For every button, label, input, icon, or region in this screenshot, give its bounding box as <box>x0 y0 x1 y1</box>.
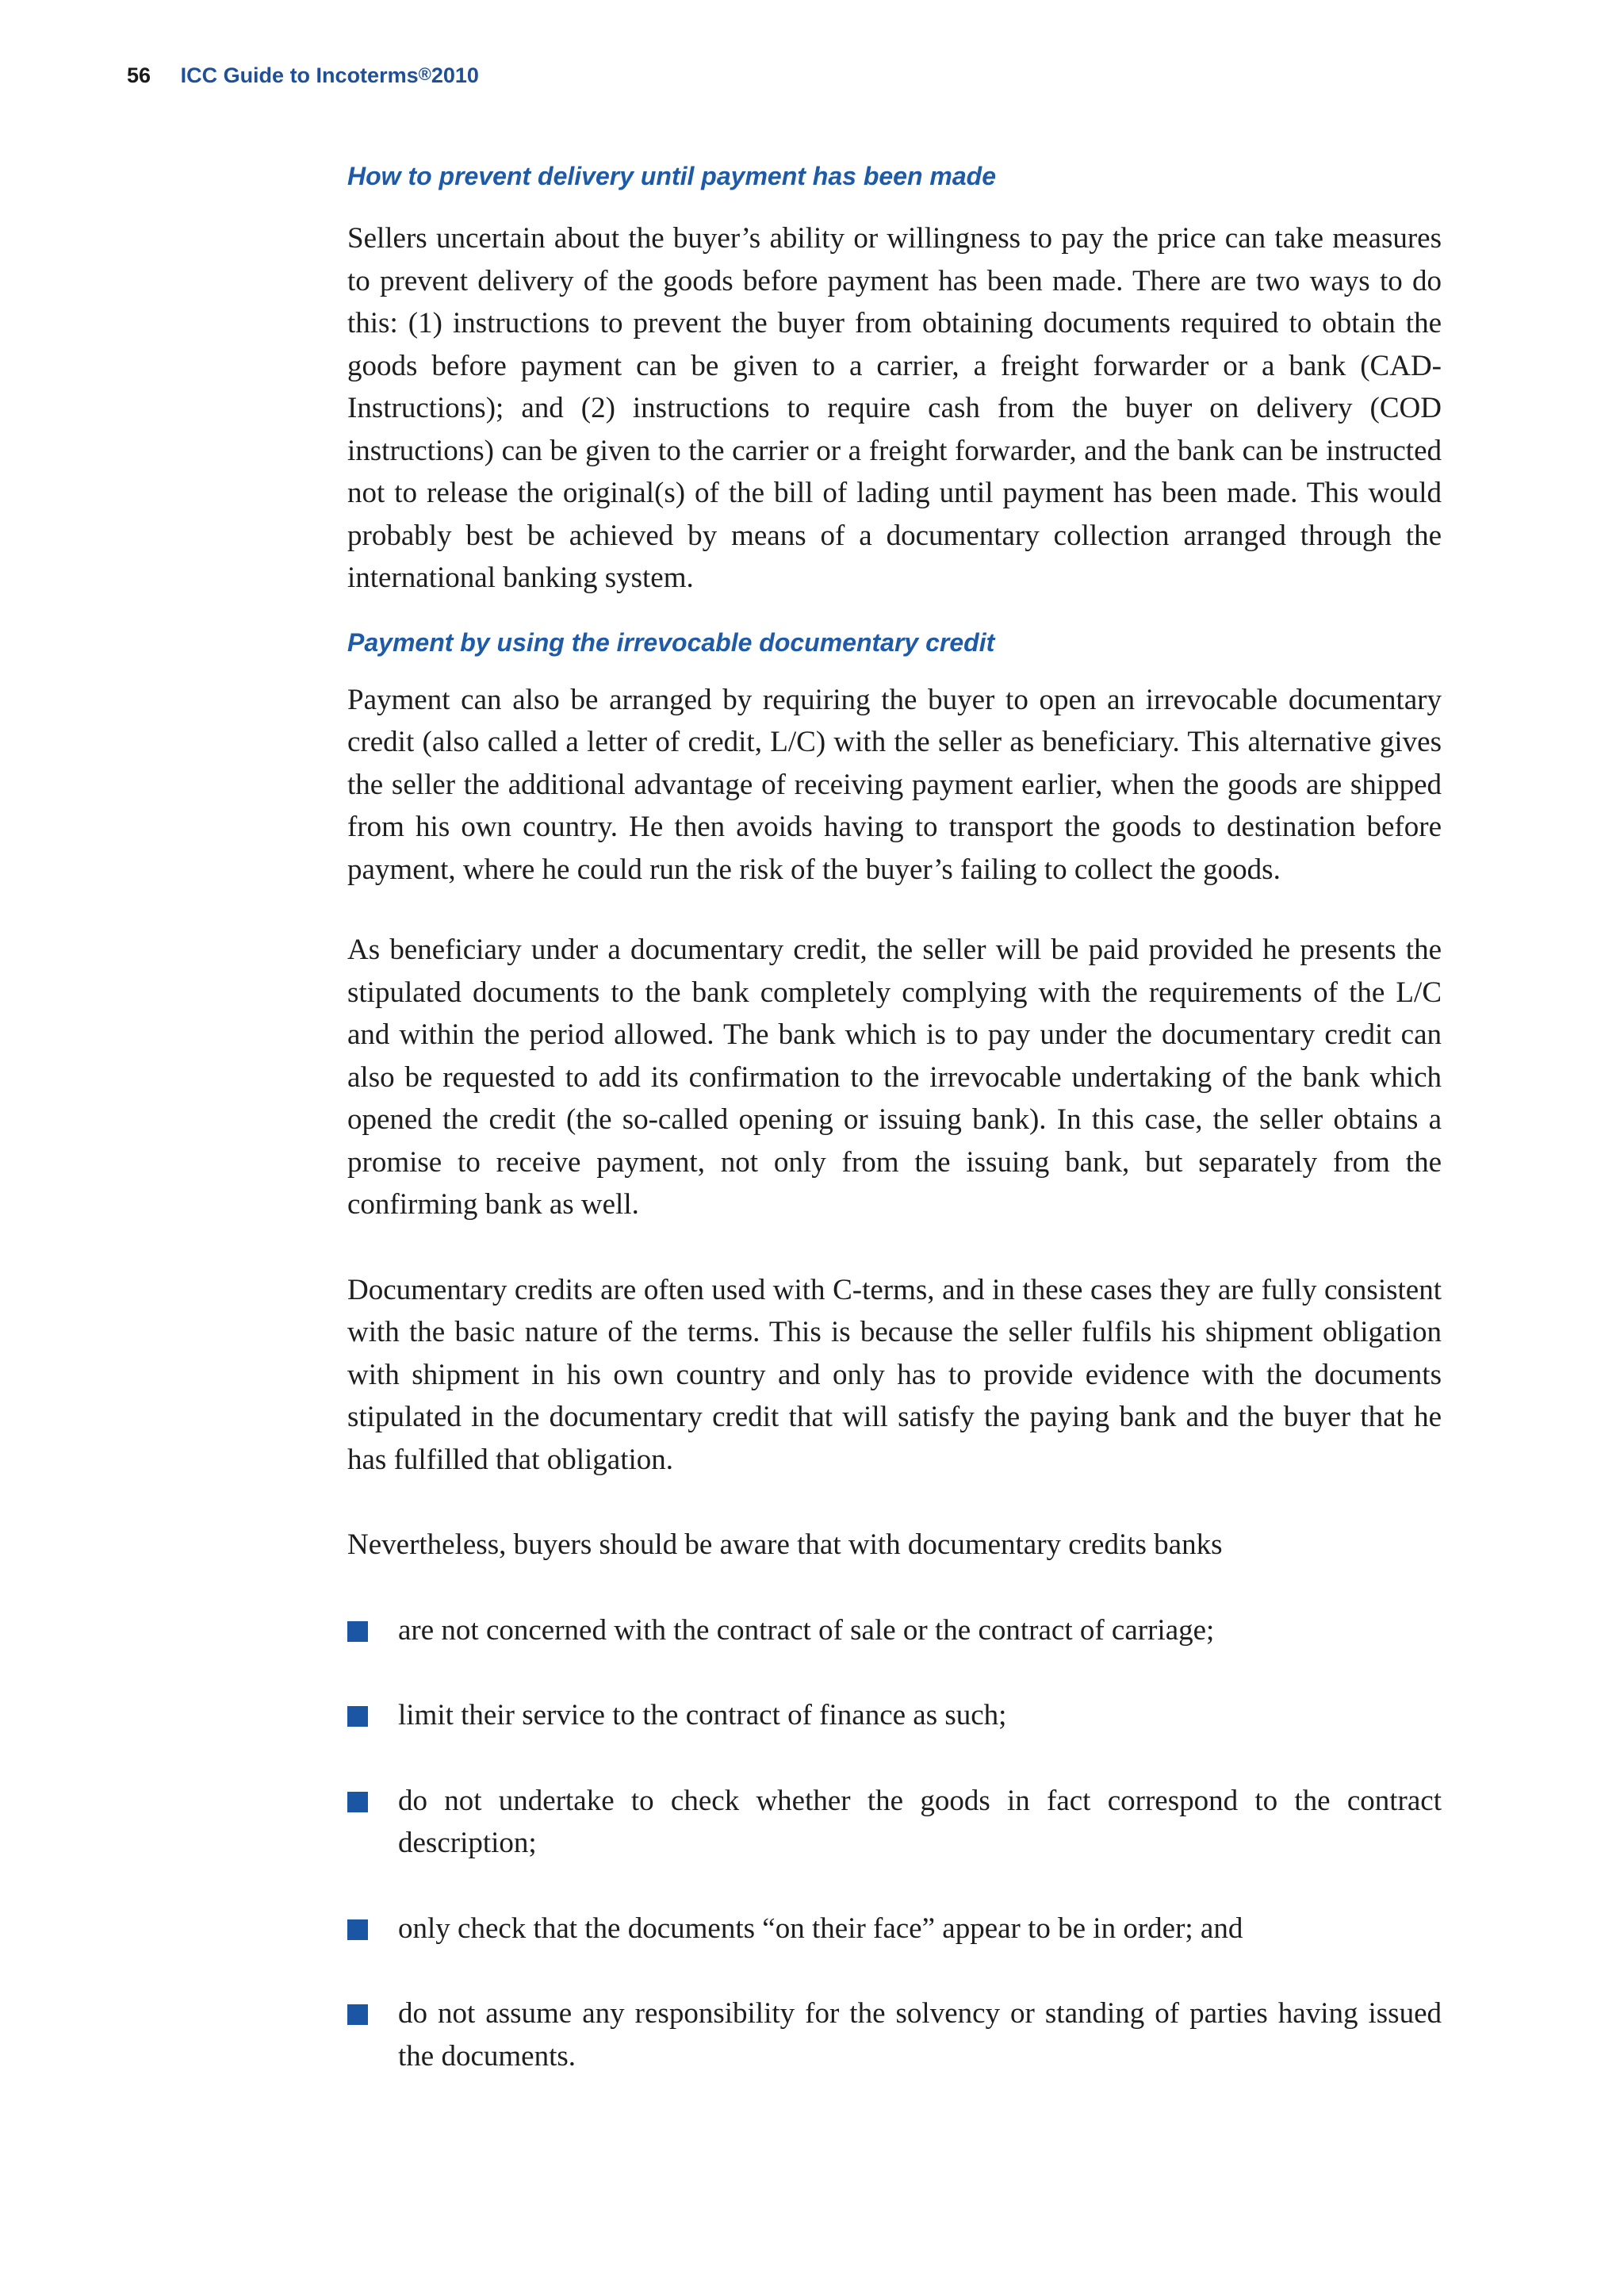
section-heading-prevent-delivery: How to prevent delivery until payment has been made <box>347 162 996 190</box>
book-title-year: 2010 <box>431 63 479 87</box>
list-item-text: limit their service to the contract of finance as such; <box>398 1699 1007 1731</box>
blue-square-bullet-icon <box>347 1706 368 1727</box>
paragraph-documentary-credit-2: As beneficiary under a documentary credit, the seller will be paid provided he presents the stipulated documents to the bank completely complying with the requirements of the L/C and within the period allowed. The bank which is to pay under the documentary credit can also be requested to add its confirmation to the irrevocable undertaking of the bank which opened the credit (the so-called opening or issuing bank). In this case, the seller obtains a promise to receive payment, not only from the issuing bank, but separately from the confirming bank as well. <box>347 934 1442 1221</box>
list-item-text: do not undertake to check whether the goods in fact correspond to the contract description; <box>398 1784 1442 1859</box>
registered-mark: ® <box>418 64 431 84</box>
paragraph-prevent-delivery: Sellers uncertain about the buyer’s ability or willingness to pay the price can take measures to prevent delivery of the goods before payment has been made. There are two ways to do this: (1) instructions to prevent the buyer from obtaining documents required to obtain the goods before payment can be given to a carrier, a freight forwarder or a bank (CAD-Instructions); and (2) instructions to require cash from the buyer on delivery (COD instructions) can be given to the carrier or a freight forwarder, and the bank can be instructed not to release the original(s) of the bill of lading until payment has been made. This would probably best be achieved by means of a documentary collection arranged through the international banking system. <box>347 222 1442 594</box>
page-number: 56 <box>127 63 151 87</box>
paragraph-documentary-credit-1: Payment can also be arranged by requiring the buyer to open an irrevocable documentary credit (also called a letter of credit, L/C) with the seller as beneficiary. This alternative gives the seller the additional advantage of receiving payment earlier, when the goods are shipped from his own country. He then avoids having to transport the goods to destination before payment, where he could run the risk of the buyer’s failing to collect the goods. <box>347 683 1442 886</box>
list-item <box>347 1992 1442 2077</box>
list-item-text: only check that the documents “on their face” appear to be in order; and <box>398 1912 1243 1945</box>
paragraph-documentary-credit-4: Nevertheless, buyers should be aware that with documentary credits banks <box>347 1528 1223 1561</box>
list-item-text: are not concerned with the contract of sale or the contract of carriage; <box>398 1613 1215 1647</box>
list-item <box>347 1609 1442 1652</box>
blue-square-bullet-icon <box>347 1919 368 1940</box>
blue-square-bullet-icon <box>347 1621 368 1642</box>
main-content <box>347 159 1442 2077</box>
list-item <box>347 1780 1442 1865</box>
book-title <box>181 63 479 87</box>
book-title-text: ICC Guide to Incoterms <box>180 63 419 87</box>
section-heading-documentary-credit: Payment by using the irrevocable documentary credit <box>347 627 995 657</box>
list-item <box>347 1694 1442 1737</box>
list-item <box>347 1908 1442 1950</box>
list-item-text: do not assume any responsibility for the solvency or standing of parties having issued the documents. <box>398 1997 1442 2073</box>
running-header <box>127 60 479 90</box>
blue-square-bullet-icon <box>347 2004 368 2025</box>
blue-square-bullet-icon <box>347 1792 368 1812</box>
paragraph-documentary-credit-3: Documentary credits are often used with C-terms, and in these cases they are fully consistent with the basic nature of the terms. This is because the seller fulfils his shipment obligation with shipment in his own country and only has to provide evidence with the documents stipulated in the documentary credit that will satisfy the paying bank and the buyer that he has fulfilled that obligation. <box>347 1273 1442 1476</box>
bank-limitations-list <box>347 1609 1442 2078</box>
